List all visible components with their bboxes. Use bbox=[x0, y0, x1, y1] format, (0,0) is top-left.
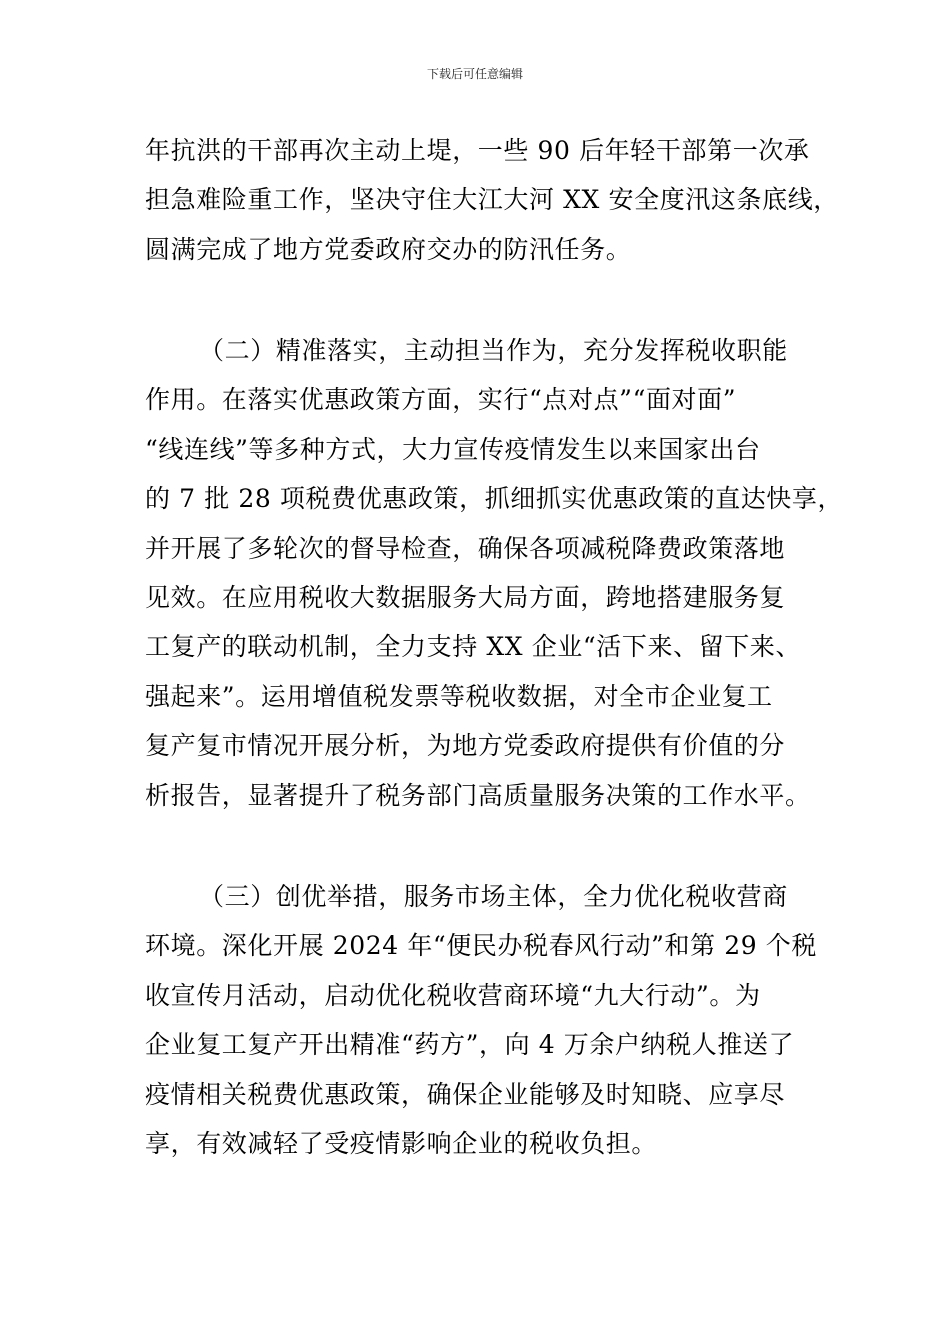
paragraph-line: 圆满完成了地方党委政府交办的防汛任务。 bbox=[145, 234, 632, 264]
paragraph-line: 的 7 批 28 项税费优惠政策，抓细抓实优惠政策的直达快享， bbox=[145, 484, 844, 514]
paragraph-line: 环境。深化开展 2024 年“便民办税春风行动”和第 29 个税 bbox=[145, 931, 817, 961]
paragraph-1 bbox=[145, 126, 839, 274]
header-note: 下载后可任意编辑 bbox=[426, 67, 523, 81]
paragraph-2 bbox=[145, 326, 844, 820]
paragraph-line: 复产复市情况开展分析，为地方党委政府提供有价值的分 bbox=[145, 731, 786, 761]
paragraph-line: 企业复工复产开出精准“药方”，向 4 万余户纳税人推送了 bbox=[145, 1030, 795, 1060]
paragraph-3 bbox=[145, 872, 815, 1168]
paragraph-line: 作用。在落实优惠政策方面，实行“点对点”“面对面” bbox=[145, 385, 737, 415]
paragraph-line: “线连线”等多种方式，大力宣传疫情发生以来国家出台 bbox=[145, 434, 761, 464]
paragraph-line: 疫情相关税费优惠政策，确保企业能够及时知晓、应享尽 bbox=[145, 1079, 786, 1109]
paragraph-line: 并开展了多轮次的督导检查，确保各项减税降费政策落地 bbox=[145, 533, 786, 563]
paragraph-line: 析报告，显著提升了税务部门高质量服务决策的工作水平。 bbox=[145, 780, 811, 810]
paragraph-line: 工复产的联动机制，全力支持 XX 企业“活下来、留下来、 bbox=[145, 632, 802, 662]
paragraph-line: 担急难险重工作，坚决守住大江大河 XX 安全度汛这条底线， bbox=[145, 185, 839, 215]
paragraph-line: 年抗洪的干部再次主动上堤，一些 90 后年轻干部第一次承 bbox=[145, 136, 810, 165]
paragraph-line: 强起来”。运用增值税发票等税收数据，对全市企业复工 bbox=[145, 681, 773, 711]
paragraph-heading-line: （三）创优举措，服务市场主体，全力优化税收营商 bbox=[199, 882, 788, 911]
paragraph-heading-line: （二）精准落实，主动担当作为，充分发挥税收职能 bbox=[199, 336, 788, 365]
paragraph-line: 见效。在应用税收大数据服务大局方面，跨地搭建服务复 bbox=[145, 583, 786, 613]
paragraph-line: 享，有效减轻了受疫情影响企业的税收负担。 bbox=[145, 1129, 658, 1159]
paragraph-line: 收宣传月活动，启动优化税收营商环境“九大行动”。为 bbox=[145, 980, 761, 1010]
